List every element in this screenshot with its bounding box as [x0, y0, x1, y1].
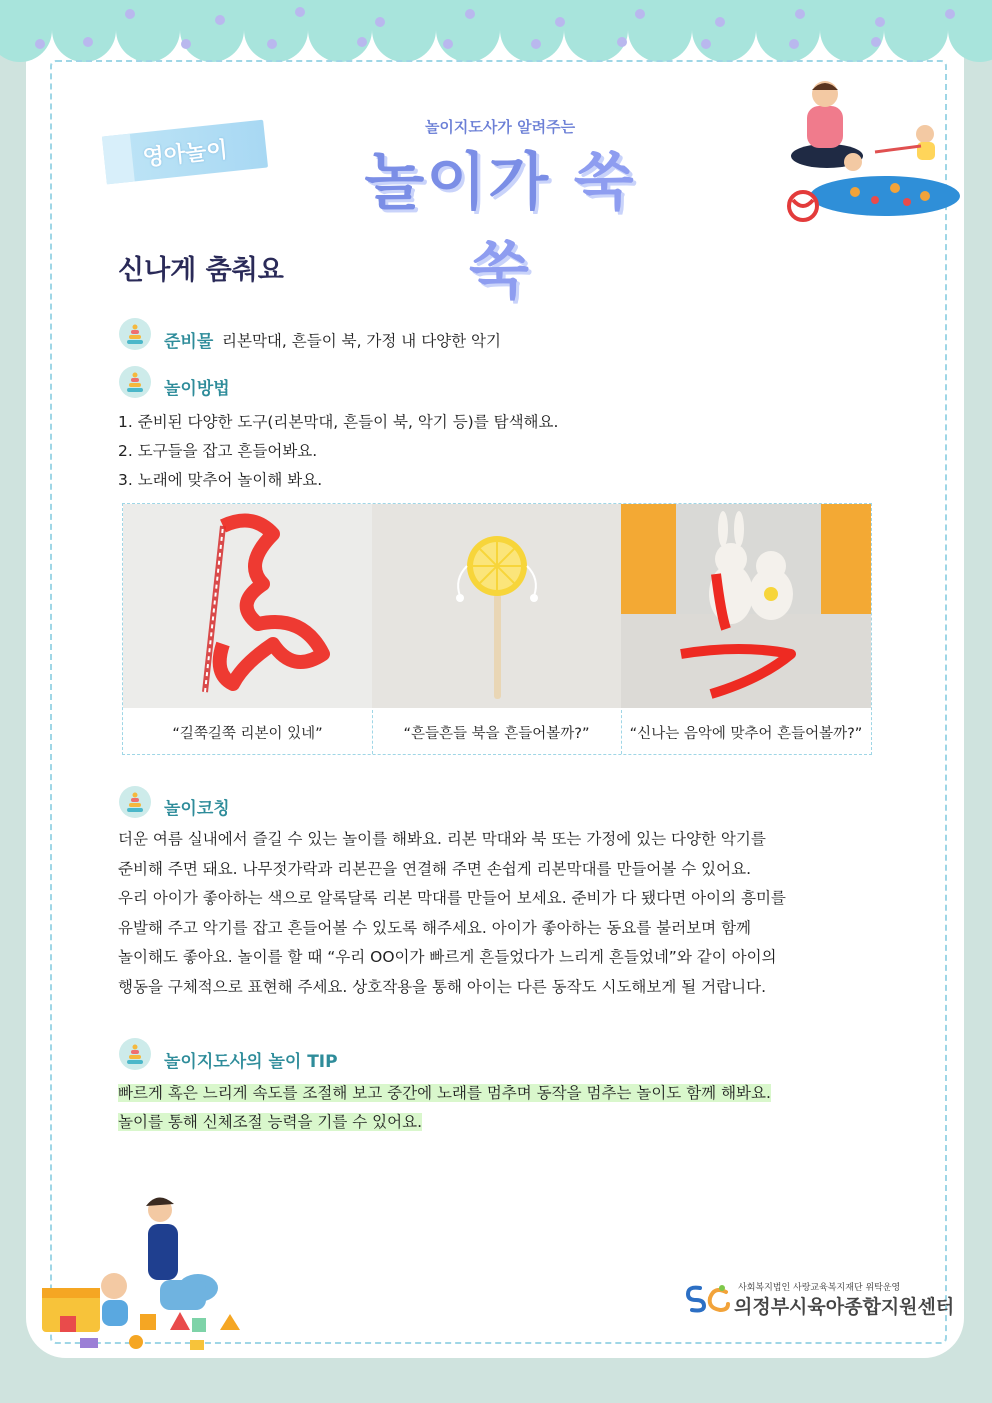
center-logo-icon — [682, 1282, 732, 1314]
photo-caption: “흔들흔들 북을 흔들어볼까?” — [403, 725, 590, 742]
method-step: 2. 도구들을 잡고 흔들어봐요. — [118, 442, 318, 460]
tip-line: 놀이를 통해 신체조절 능력을 기를 수 있어요. — [118, 1113, 423, 1131]
tip-line: 빠르게 혹은 느리게 속도를 조절해 보고 중간에 노래를 멈추며 동작을 멈추는 놀이도 함께 해봐요. — [118, 1084, 771, 1102]
coaching-paragraph — [118, 825, 874, 1002]
method-step: 3. 노래에 맞추어 놀이해 봐요. — [118, 471, 323, 489]
family-play-illustration — [775, 76, 965, 226]
photo-caption: “길쭉길쭉 리본이 있네” — [172, 725, 323, 742]
header-subtitle: 놀이지도사가 알려주는 — [424, 118, 576, 136]
section-label-tip: 놀이지도사의 놀이 TIP — [164, 1052, 338, 1072]
section-label-method: 놀이방법 — [164, 379, 230, 399]
stacking-toy-icon — [119, 786, 151, 818]
tip-paragraph — [118, 1079, 878, 1137]
drum-photo — [372, 504, 621, 708]
main-title — [335, 132, 665, 310]
organization-logo — [682, 1278, 955, 1318]
photo-caption: “신나는 음악에 맞추어 흔들어볼까?” — [629, 725, 863, 742]
coaching-line: 더운 여름 실내에서 즐길 수 있는 놀이를 해봐요. 리본 막대와 북 또는 가정에 있는 다양한 악기를 — [118, 830, 766, 848]
organization-name: 의정부시육아종합지원센터 — [734, 1296, 955, 1318]
section-label-coaching: 놀이코칭 — [164, 799, 230, 819]
stacking-toy-icon — [119, 318, 151, 350]
coaching-line: 유발해 주고 악기를 잡고 흔들어볼 수 있도록 해주세요. 아이가 좋아하는 동요를 불러보며 함께 — [118, 918, 752, 937]
prep-items-text: 리본막대, 흔들이 북, 가정 내 다양한 악기 — [222, 332, 501, 350]
coaching-line: 우리 아이가 좋아하는 색으로 알록달록 리본 막대를 만들어 보세요. 준비가 다 됐다면 아이의 흥미를 — [118, 889, 786, 907]
organization-operator-text: 사회복지법인 사랑교육복지재단 위탁운영 — [738, 1283, 901, 1293]
stacking-toy-icon — [119, 366, 151, 398]
coaching-line: 준비해 주면 돼요. 나무젓가락과 리본끈을 연결해 주면 손쉽게 리본막대를 만들어볼 수 있어요. — [118, 859, 752, 878]
ribbon-stick-photo — [123, 504, 372, 708]
coaching-line: 놀이해도 좋아요. 놀이를 할 때 “우리 OO이가 빠르게 흔들었다가 느리게 흔들었네”와 같이 아이의 — [118, 948, 777, 966]
main-title-part2: 쑥쑥 — [469, 145, 636, 307]
section-label-prep: 준비물 — [164, 332, 214, 352]
plush-toys-photo — [621, 504, 871, 708]
coaching-line: 행동을 구체적으로 표현해 주세요. 상호작용을 통해 아이는 다른 동작도 시도해보게 될 거랍니다. — [118, 977, 767, 996]
main-title-part1: 놀이가 — [364, 145, 551, 218]
photo-table — [122, 503, 872, 755]
method-step: 1. 준비된 다양한 도구(리본막대, 흔들이 북, 악기 등)를 탐색해요. — [118, 413, 559, 431]
mother-baby-blocks-illustration — [40, 1196, 250, 1366]
page-title: 신나게 춤춰요 — [118, 255, 284, 286]
category-badge: 영아놀이 — [102, 120, 268, 185]
stacking-toy-icon — [119, 1038, 151, 1070]
